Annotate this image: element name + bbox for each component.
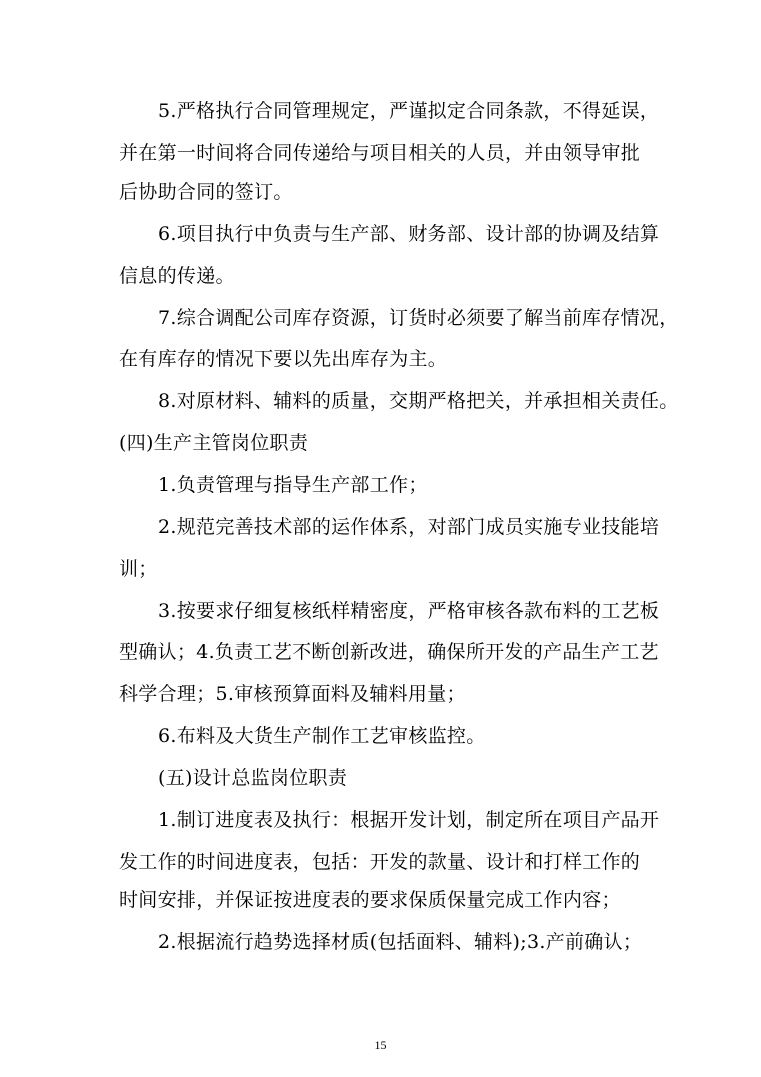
text-line: 信息的传递。 bbox=[119, 265, 235, 287]
text-line: 训； bbox=[119, 558, 158, 580]
text-line: 型确认；4.负责工艺不断创新改进，确保所开发的产品生产工艺 bbox=[119, 641, 659, 663]
text-line: 3.按要求仔细复核纸样精密度，严格审核各款布料的工艺板 bbox=[158, 600, 660, 622]
text-line: 2.根据流行趋势选择材质(包括面料、辅料);3.产前确认； bbox=[158, 931, 643, 953]
text-line: 时间安排，并保证按进度表的要求保质保量完成工作内容； bbox=[119, 889, 621, 911]
text-line: 在有库存的情况下要以先出库存为主。 bbox=[119, 348, 448, 370]
text-line: 8.对原材料、辅料的质量，交期严格把关，并承担相关责任。 bbox=[158, 390, 679, 412]
text-line: 2.规范完善技术部的运作体系，对部门成员实施专业技能培 bbox=[158, 516, 660, 538]
section-heading: (五)设计总监岗位职责 bbox=[158, 767, 348, 789]
text-line: 6.项目执行中负责与生产部、财务部、设计部的协调及结算 bbox=[158, 223, 660, 245]
text-line: 7.综合调配公司库存资源，订货时必须要了解当前库存情况， bbox=[158, 307, 679, 329]
text-line: 发工作的时间进度表，包括：开发的款量、设计和打样工作的 bbox=[119, 851, 641, 873]
text-line: 5.严格执行合同管理规定，严谨拟定合同条款，不得延误， bbox=[158, 100, 660, 122]
text-line: 1.制订进度表及执行：根据开发计划，制定所在项目产品开 bbox=[158, 809, 660, 831]
text-line: 6.布料及大货生产制作工艺审核监控。 bbox=[158, 725, 486, 747]
text-line: 1.负责管理与指导生产部工作； bbox=[158, 474, 428, 496]
section-heading: (四)生产主管岗位职责 bbox=[119, 432, 309, 454]
text-line: 科学合理；5.审核预算面料及辅料用量； bbox=[119, 683, 466, 705]
page-number: 15 bbox=[374, 1038, 387, 1052]
text-line: 后协助合同的签订。 bbox=[119, 181, 293, 203]
text-line: 并在第一时间将合同传递给与项目相关的人员，并由领导审批 bbox=[119, 142, 641, 164]
